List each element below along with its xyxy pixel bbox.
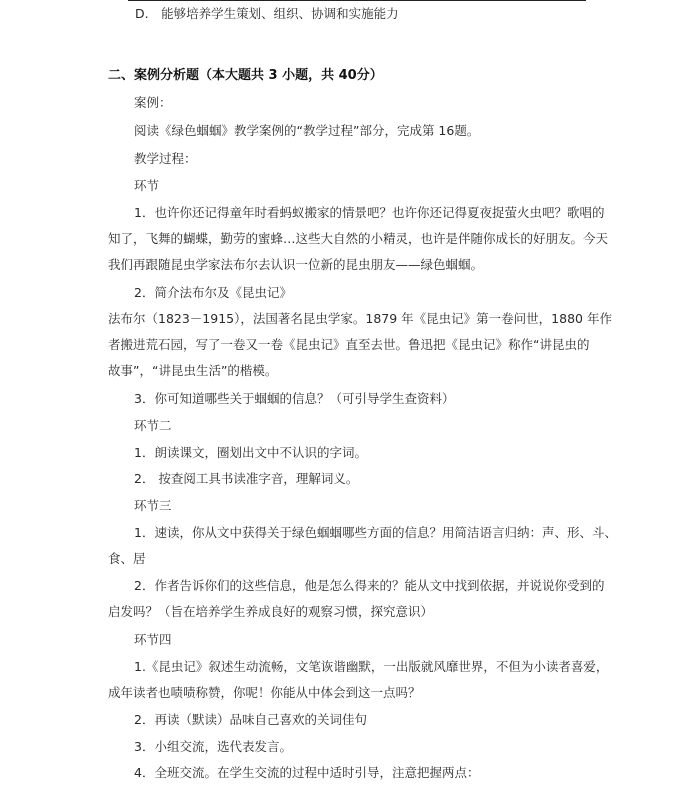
stage1-item1-line1: 1．也许你还记得童年时看蚂蚁搬家的情景吧？也许你还记得夏夜捉萤火虫吧？歌唱的 (134, 205, 605, 220)
section-heading: 二、案例分析题（本大题共 3 小题，共 40分） (108, 68, 383, 83)
stage1-item2-body-line2: 者搬进荒石园，写了一卷又一卷《昆虫记》直至去世。鲁迅把《昆虫记》称作“讲昆虫的 (108, 337, 590, 352)
stage1-item2-body-line3: 故事”，“讲昆虫生活”的楷模。 (108, 363, 278, 378)
stage4-item3: 3．小组交流，选代表发言。 (134, 739, 292, 754)
stage2-item2: 2． 按查阅工具书读准字音，理解词义。 (134, 471, 359, 486)
stage1-item1-line3: 我们再跟随昆虫学家法布尔去认识一位新的昆虫朋友——绿色蝈蝈。 (108, 257, 484, 272)
stage2-title: 环节二 (134, 418, 172, 433)
case-label: 案例： (134, 95, 172, 110)
stage1-item1-line2: 知了，飞舞的蝴蝶，勤劳的蜜蜂…这些大自然的小精灵，也许是伴随你成长的好朋友。今天 (108, 231, 609, 246)
stage1-item2-body-line1: 法布尔（1823－1915），法国著名昆虫学家。1879 年《昆虫记》第一卷问世，1880 年作 (108, 311, 612, 326)
top-rule-divider (128, 0, 586, 1)
stage1-item3: 3．你可知道哪些关于蝈蝈的信息？（可引导学生查资料） (134, 391, 455, 406)
stage3-item1-line1: 1．速读，你从文中获得关于绿色蝈蝈哪些方面的信息？用简洁语言归纳：声、形、斗、 (134, 525, 617, 540)
stage4-item2: 2．再读（默读）品味自己喜欢的关词佳句 (134, 712, 367, 727)
stage4-title: 环节四 (134, 632, 172, 647)
stage3-item2-line1: 2．作者告诉你们的这些信息，他是怎么得来的？能从文中找到依据，并说说你受到的 (134, 578, 605, 593)
stage4-item4: 4．全班交流。在学生交流的过程中适时引导，注意把握两点： (134, 765, 480, 780)
stage3-title: 环节三 (134, 498, 172, 513)
stage1-title: 环节 (134, 178, 160, 193)
stage3-item1-line2: 食、居 (108, 551, 146, 566)
stage3-item2-line2: 启发吗？（旨在培养学生养成良好的观察习惯，探究意识） (108, 604, 434, 619)
stage4-item1-line2: 成年读者也啧啧称赞，你呢！你能从中体会到这一点吗？ (108, 685, 421, 700)
stage1-item2: 2．简介法布尔及《昆虫记》 (134, 285, 292, 300)
stage4-item1-line1: 1.《昆虫记》叙述生动流畅，文笔诙谐幽默，一出版就风靡世界，不但为小读者喜爱， (134, 659, 609, 674)
stage2-item1: 1．朗读课文，圈划出文中不认识的字词。 (134, 445, 367, 460)
case-intro: 阅读《绿色蝈蝈》教学案例的“教学过程”部分，完成第 16题。 (134, 123, 480, 138)
option-d: D. 能够培养学生策划、组织、协调和实施能力 (135, 6, 399, 21)
process-label: 教学过程： (134, 151, 197, 166)
